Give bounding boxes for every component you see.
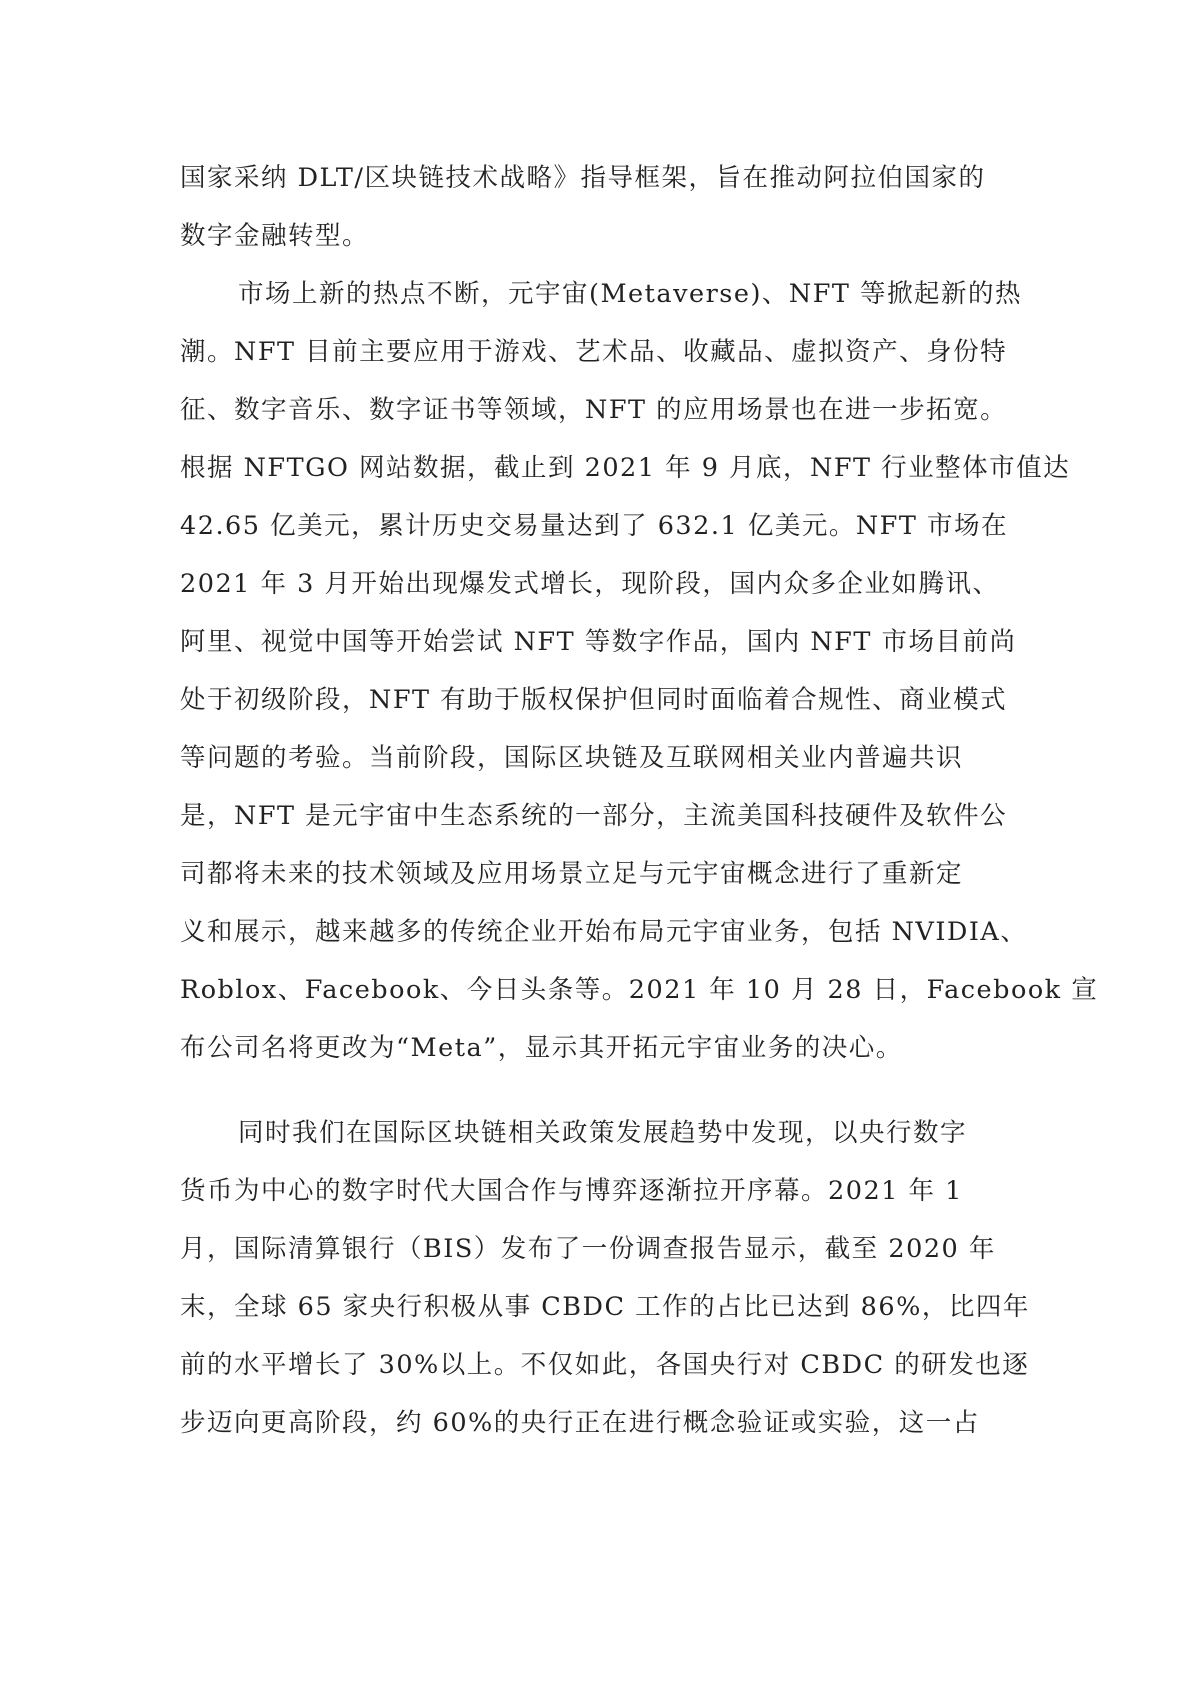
text-line: 根据 NFTGO 网站数据，截止到 2021 年 9 月底，NFT 行业整体市值达 (180, 453, 1071, 483)
text-line: 货币为中心的数字时代大国合作与博弈逐渐拉开序幕。2021 年 1 (180, 1176, 963, 1206)
text-line: Roblox、Facebook、今日头条等。2021 年 10 月 28 日，Facebook 宣 (180, 975, 1099, 1005)
text-line: 前的水平增长了 30%以上。不仅如此，各国央行对 CBDC 的研发也逐 (180, 1350, 1030, 1380)
text-line: 布公司名将更改为“Meta”，显示其开拓元宇宙业务的决心。 (180, 1033, 903, 1063)
text-line: 市场上新的热点不断，元宇宙(Metaverse)、NFT 等掀起新的热 (238, 279, 1023, 309)
text-line: 是，NFT 是元宇宙中生态系统的一部分，主流美国科技硬件及软件公 (180, 801, 1008, 831)
text-line: 处于初级阶段，NFT 有助于版权保护但同时面临着合规性、商业模式 (180, 685, 1008, 715)
text-line: 末，全球 65 家央行积极从事 CBDC 工作的占比已达到 86%，比四年 (180, 1292, 1030, 1322)
text-line: 数字金融转型。 (180, 221, 370, 251)
text-line: 义和展示，越来越多的传统企业开始布局元宇宙业务，包括 NVIDIA、 (180, 917, 1028, 947)
text-line: 阿里、视觉中国等开始尝试 NFT 等数字作品，国内 NFT 市场目前尚 (180, 627, 1017, 657)
text-line: 等问题的考验。当前阶段，国际区块链及互联网相关业内普遍共识 (180, 743, 964, 773)
text-line: 42.65 亿美元，累计历史交易量达到了 632.1 亿美元。NFT 市场在 (180, 511, 1008, 541)
text-line: 潮。NFT 目前主要应用于游戏、艺术品、收藏品、虚拟资产、身份特 (180, 337, 1008, 367)
text-line: 月，国际清算银行（BIS）发布了一份调查报告显示，截至 2020 年 (180, 1234, 996, 1264)
text-line: 同时我们在国际区块链相关政策发展趋势中发现，以央行数字 (238, 1118, 968, 1148)
text-line: 司都将未来的技术领域及应用场景立足与元宇宙概念进行了重新定 (180, 859, 964, 889)
text-line: 国家采纳 DLT/区块链技术战略》指导框架，旨在推动阿拉伯国家的 (180, 163, 986, 193)
text-line: 2021 年 3 月开始出现爆发式增长，现阶段，国内众多企业如腾讯、 (180, 569, 1000, 599)
text-line: 征、数字音乐、数字证书等领域，NFT 的应用场景也在进一步拓宽。 (180, 395, 1008, 425)
text-line: 步迈向更高阶段，约 60%的央行正在进行概念验证或实验，这一占 (180, 1408, 980, 1438)
